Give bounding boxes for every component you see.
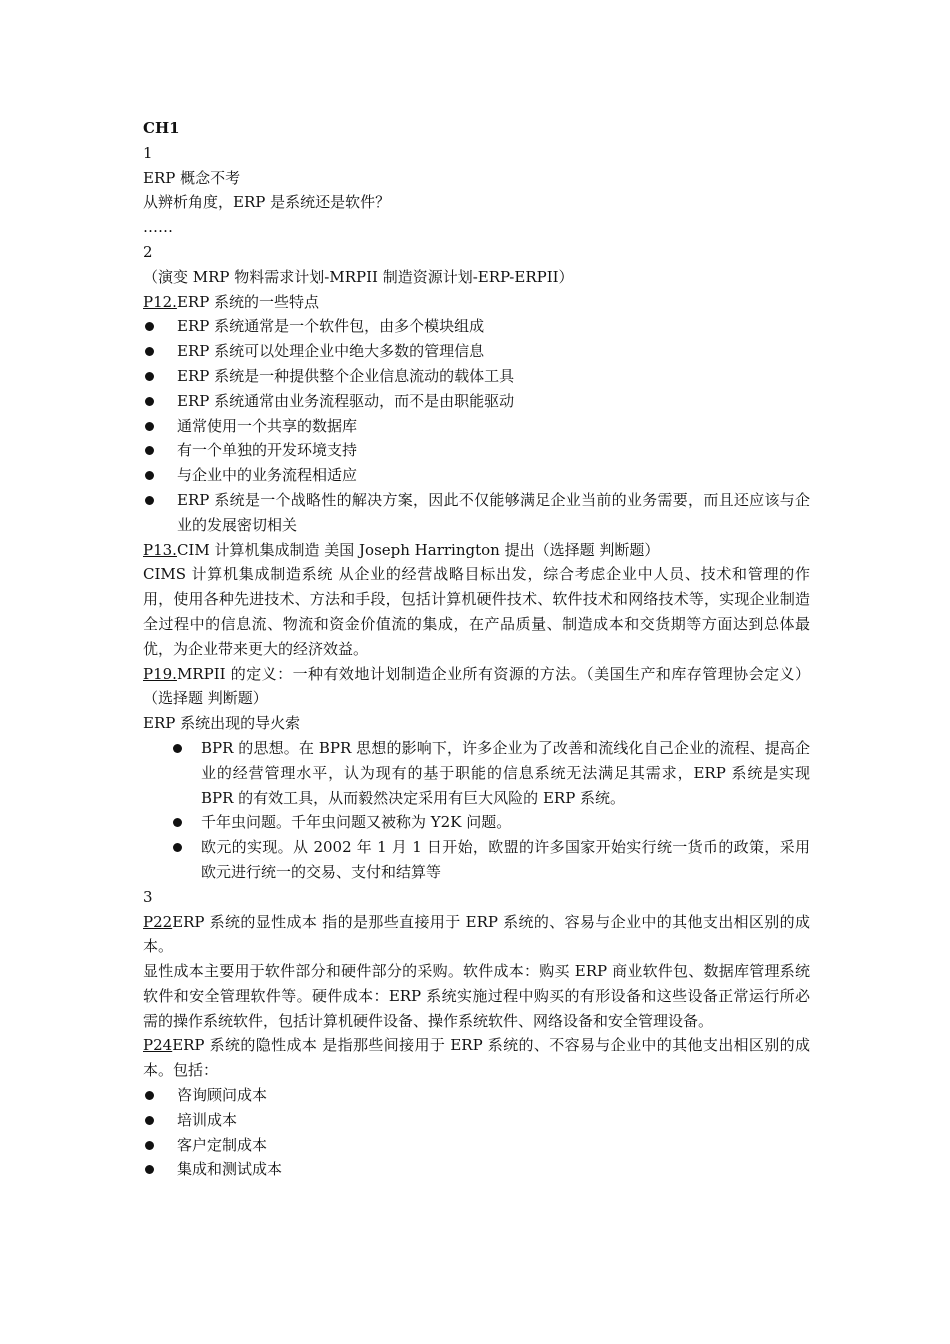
- fuse-bullet-list: [143, 736, 810, 885]
- p19-paragraph: [143, 662, 810, 712]
- page-ref: P24: [143, 1036, 173, 1055]
- text-line: 从辨析角度，ERP 是系统还是软件？: [143, 193, 391, 212]
- list-item: 集成和测试成本: [143, 1157, 810, 1182]
- list-item: 欧元的实现。从 2002 年 1 月 1 日开始，欧盟的许多国家开始实行统一货币的政策，采用欧元进行统一的交易、支付和结算等: [143, 835, 810, 885]
- page-ref: P13.: [143, 540, 177, 559]
- p12-heading: [143, 290, 810, 315]
- list-item: ERP 系统通常由业务流程驱动，而不是由职能驱动: [143, 389, 810, 414]
- list-item: 培训成本: [143, 1108, 810, 1133]
- document-page: [143, 116, 810, 1182]
- p24-paragraph: [143, 1033, 810, 1083]
- list-item: 通常使用一个共享的数据库: [143, 414, 810, 439]
- list-item: ERP 系统通常是一个软件包，由多个模块组成: [143, 314, 810, 339]
- section-number: 3: [143, 887, 153, 906]
- list-item: ERP 系统可以处理企业中绝大多数的管理信息: [143, 339, 810, 364]
- p19-body: MRPII 的定义：一种有效地计划制造企业所有资源的方法。（美国生产和库存管理协会定义）（选择题 判断题）: [143, 664, 810, 708]
- list-item: BPR 的思想。在 BPR 思想的影响下，许多企业为了改善和流线化自己企业的流程、提高企业的经营管理水平，认为现有的基于职能的信息系统无法满足其需求，ERP 系统是实现 BPR 的有效工具，从而毅然决定采用有巨大风险的 ERP 系统。: [143, 736, 810, 810]
- evolution-note: （演变 MRP 物料需求计划-MRPII 制造资源计划-ERP-ERPII）: [143, 267, 574, 286]
- text-line: ERP 概念不考: [143, 168, 241, 187]
- explicit-cost-paragraph: 显性成本主要用于软件部分和硬件部分的采购。软件成本：购买 ERP 商业软件包、数据库管理系统软件和安全管理软件等。硬件成本：ERP 系统实施过程中购买的有形设备和这些设备正常运行所必需的操作系统软件，包括计算机硬件设备、操作系统软件、网络设备和安全管理设备。: [143, 962, 810, 1030]
- chapter-heading: CH1: [143, 119, 180, 137]
- list-item: 与企业中的业务流程相适应: [143, 463, 810, 488]
- list-item: ERP 系统是一个战略性的解决方案，因此不仅能够满足企业当前的业务需要，而且还应该与企业的发展密切相关: [143, 488, 810, 538]
- p12-title: ERP 系统的一些特点: [176, 292, 320, 311]
- page-ref: P19.: [143, 664, 177, 683]
- ellipsis: ……: [143, 218, 173, 237]
- p24-bullet-list: [143, 1083, 810, 1182]
- fuse-heading: ERP 系统出现的导火索: [143, 714, 301, 733]
- p24-body: ERP 系统的隐性成本 是指那些间接用于 ERP 系统的、不容易与企业中的其他支出相区别的成本。包括：: [143, 1036, 810, 1080]
- p22-paragraph: [143, 910, 810, 960]
- list-item: 客户定制成本: [143, 1133, 810, 1158]
- p12-bullet-list: [143, 314, 810, 537]
- p22-body: ERP 系统的显性成本 指的是那些直接用于 ERP 系统的、容易与企业中的其他支出相区别的成本。: [143, 912, 810, 956]
- page-ref: P12.: [143, 292, 177, 311]
- p13-heading: [143, 538, 810, 563]
- list-item: 有一个单独的开发环境支持: [143, 438, 810, 463]
- list-item: ERP 系统是一种提供整个企业信息流动的载体工具: [143, 364, 810, 389]
- p13-title: CIM 计算机集成制造 美国 Joseph Harrington 提出（选择题 判断题）: [176, 540, 660, 559]
- cims-paragraph: CIMS 计算机集成制造系统 从企业的经营战略目标出发，综合考虑企业中人员、技术和管理的作用，使用各种先进技术、方法和手段，包括计算机硬件技术、软件技术和网络技术等，实现企业制造全过程中的信息流、物流和资金价值流的集成，在产品质量、制造成本和交货期等方面达到总体最优，为企业带来更大的经济效益。: [143, 565, 810, 658]
- section-number: 1: [143, 143, 153, 162]
- list-item: 咨询顾问成本: [143, 1083, 810, 1108]
- section-number: 2: [143, 242, 153, 261]
- page-ref: P22: [143, 912, 173, 931]
- list-item: 千年虫问题。千年虫问题又被称为 Y2K 问题。: [143, 810, 810, 835]
